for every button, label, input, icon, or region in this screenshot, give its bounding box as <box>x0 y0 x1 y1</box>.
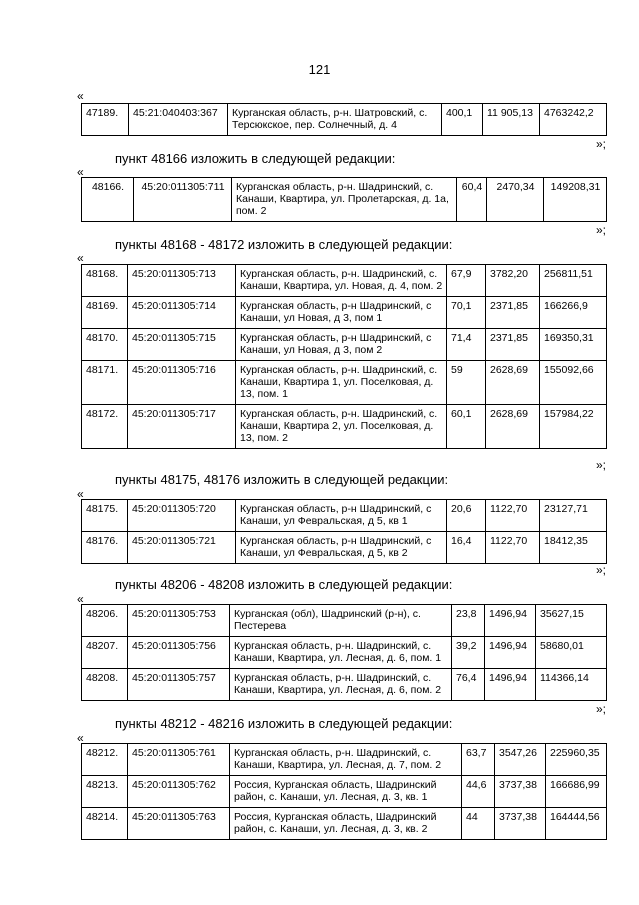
cell-number: 48207. <box>82 637 128 669</box>
cell-rate: 2371,85 <box>486 329 540 361</box>
quote-open: « <box>77 165 84 179</box>
cell-number: 48206. <box>82 605 128 637</box>
section-intro: пункт 48166 изложить в следующей редакции: <box>115 151 396 166</box>
table-row <box>82 361 607 405</box>
cell-number: 48213. <box>82 776 128 808</box>
quote-open: « <box>77 731 84 745</box>
table-row <box>82 178 607 222</box>
cell-address: Курганская (обл), Шадринский (р-н), с. Пестерева <box>230 605 452 637</box>
table-section-2 <box>81 177 607 222</box>
cell-cadastral: 45:20:011305:720 <box>128 500 236 532</box>
cell-value: 166266,9 <box>540 297 607 329</box>
table-row <box>82 532 607 564</box>
cell-number: 48166. <box>82 178 134 222</box>
cell-address: Курганская область, р-н. Шадринский, с. Канаши, Квартира 1, ул. Поселковая, д. 13, пом. 1 <box>236 361 447 405</box>
table-section-4 <box>81 499 607 564</box>
table-section-3 <box>81 264 607 449</box>
cell-rate: 11 905,13 <box>483 104 540 136</box>
table-row <box>82 265 607 297</box>
section-intro: пункты 48175, 48176 изложить в следующей редакции: <box>115 472 449 487</box>
table-row <box>82 297 607 329</box>
cell-value: 166686,99 <box>546 776 607 808</box>
cell-cadastral: 45:20:011305:715 <box>128 329 236 361</box>
cell-cadastral: 45:20:011305:713 <box>128 265 236 297</box>
cell-cadastral: 45:20:011305:711 <box>134 178 232 222</box>
page-number: 121 <box>308 62 331 77</box>
cell-rate: 1122,70 <box>486 500 540 532</box>
cell-value: 155092,66 <box>540 361 607 405</box>
cell-area: 400,1 <box>442 104 483 136</box>
cell-area: 16,4 <box>447 532 486 564</box>
cell-cadastral: 45:21:040403:367 <box>129 104 228 136</box>
table-row <box>82 405 607 449</box>
section-intro: пункты 48206 - 48208 изложить в следующей редакции: <box>115 577 453 592</box>
cell-value: 225960,35 <box>546 744 607 776</box>
cell-area: 67,9 <box>447 265 486 297</box>
quote-close: »; <box>595 223 606 237</box>
cell-address: Курганская область, р-н. Шадринский, с. Канаши, Квартира 2, ул. Поселковая, д. 13, пом. 2 <box>236 405 447 449</box>
cell-rate: 3737,38 <box>495 776 546 808</box>
cell-area: 76,4 <box>452 669 485 701</box>
cell-area: 60,4 <box>457 178 487 222</box>
cell-address: Курганская область, р-н. Шадринский, с. Канаши, Квартира, ул. Лесная, д. 6, пом. 2 <box>230 669 452 701</box>
cell-cadastral: 45:20:011305:757 <box>128 669 230 701</box>
cell-address: Курганская область, р-н. Шадринский, с. Канаши, Квартира, ул. Лесная, д. 6, пом. 1 <box>230 637 452 669</box>
cell-number: 48172. <box>82 405 128 449</box>
cell-value: 4763242,2 <box>540 104 607 136</box>
section-intro: пункты 48168 - 48172 изложить в следующей редакции: <box>115 237 453 252</box>
cell-area: 70,1 <box>447 297 486 329</box>
table-row <box>82 669 607 701</box>
cell-address: Курганская область, р-н Шадринский, с Канаши, ул Февральская, д 5, кв 1 <box>236 500 447 532</box>
table-row <box>82 329 607 361</box>
table-row <box>82 808 607 840</box>
cell-cadastral: 45:20:011305:717 <box>128 405 236 449</box>
quote-open: « <box>77 487 84 501</box>
cell-cadastral: 45:20:011305:721 <box>128 532 236 564</box>
cell-rate: 1496,94 <box>485 669 536 701</box>
section-intro: пункты 48212 - 48216 изложить в следующей редакции: <box>115 716 453 731</box>
cell-number: 48208. <box>82 669 128 701</box>
cell-address: Курганская область, р-н. Шадринский, с. Канаши, Квартира, ул. Пролетарская, д. 1а, пом. 2 <box>232 178 457 222</box>
quote-close: »; <box>595 702 606 716</box>
cell-value: 256811,51 <box>540 265 607 297</box>
table-row <box>82 776 607 808</box>
cell-cadastral: 45:20:011305:761 <box>128 744 230 776</box>
table-row <box>82 500 607 532</box>
cell-value: 58680,01 <box>536 637 607 669</box>
cell-value: 114366,14 <box>536 669 607 701</box>
cell-number: 48168. <box>82 265 128 297</box>
cell-area: 44,6 <box>462 776 495 808</box>
cell-area: 23,8 <box>452 605 485 637</box>
table-row <box>82 605 607 637</box>
cell-number: 48212. <box>82 744 128 776</box>
cell-number: 48171. <box>82 361 128 405</box>
cell-address: Россия, Курганская область, Шадринский район, с. Канаши, ул. Лесная, д. 3, кв. 2 <box>230 808 462 840</box>
cell-cadastral: 45:20:011305:714 <box>128 297 236 329</box>
cell-area: 63,7 <box>462 744 495 776</box>
cell-rate: 1122,70 <box>486 532 540 564</box>
table-section-6 <box>81 743 607 840</box>
cell-rate: 1496,94 <box>485 605 536 637</box>
quote-open: « <box>77 251 84 265</box>
cell-address: Курганская область, р-н. Шатровский, с. Терсюкское, пер. Солнечный, д. 4 <box>228 104 442 136</box>
cell-value: 164444,56 <box>546 808 607 840</box>
cell-address: Курганская область, р-н. Шадринский, с. Канаши, Квартира, ул. Новая, д. 4, пом. 2 <box>236 265 447 297</box>
table-row <box>82 744 607 776</box>
cell-number: 48170. <box>82 329 128 361</box>
cell-number: 48175. <box>82 500 128 532</box>
cell-cadastral: 45:20:011305:763 <box>128 808 230 840</box>
cell-rate: 2628,69 <box>486 405 540 449</box>
cell-rate: 2371,85 <box>486 297 540 329</box>
cell-rate: 3782,20 <box>486 265 540 297</box>
cell-rate: 1496,94 <box>485 637 536 669</box>
quote-open: « <box>77 89 84 103</box>
quote-close: »; <box>595 563 606 577</box>
cell-cadastral: 45:20:011305:753 <box>128 605 230 637</box>
cell-rate: 2628,69 <box>486 361 540 405</box>
cell-area: 59 <box>447 361 486 405</box>
cell-address: Курганская область, р-н Шадринский, с Канаши, ул Новая, д 3, пом 2 <box>236 329 447 361</box>
cell-number: 48176. <box>82 532 128 564</box>
cell-value: 35627,15 <box>536 605 607 637</box>
quote-close: »; <box>595 137 606 151</box>
cell-area: 60,1 <box>447 405 486 449</box>
cell-area: 20,6 <box>447 500 486 532</box>
cell-value: 23127,71 <box>540 500 607 532</box>
table-row <box>82 637 607 669</box>
cell-cadastral: 45:20:011305:756 <box>128 637 230 669</box>
cell-cadastral: 45:20:011305:762 <box>128 776 230 808</box>
cell-value: 149208,31 <box>544 178 607 222</box>
cell-address: Россия, Курганская область, Шадринский район, с. Канаши, ул. Лесная, д. 3, кв. 1 <box>230 776 462 808</box>
quote-open: « <box>77 592 84 606</box>
cell-area: 39,2 <box>452 637 485 669</box>
cell-number: 48169. <box>82 297 128 329</box>
cell-value: 157984,22 <box>540 405 607 449</box>
quote-close: »; <box>595 458 606 472</box>
cell-number: 48214. <box>82 808 128 840</box>
cell-address: Курганская область, р-н. Шадринский, с. Канаши, Квартира, ул. Лесная, д. 7, пом. 2 <box>230 744 462 776</box>
cell-number: 47189. <box>82 104 129 136</box>
cell-cadastral: 45:20:011305:716 <box>128 361 236 405</box>
cell-rate: 2470,34 <box>487 178 544 222</box>
table-section-5 <box>81 604 607 701</box>
cell-area: 71,4 <box>447 329 486 361</box>
cell-address: Курганская область, р-н Шадринский, с Канаши, ул Февральская, д 5, кв 2 <box>236 532 447 564</box>
cell-value: 18412,35 <box>540 532 607 564</box>
cell-address: Курганская область, р-н Шадринский, с Канаши, ул Новая, д 3, пом 1 <box>236 297 447 329</box>
table-section-1 <box>81 103 607 136</box>
cell-value: 169350,31 <box>540 329 607 361</box>
cell-rate: 3737,38 <box>495 808 546 840</box>
table-row <box>82 104 607 136</box>
cell-rate: 3547,26 <box>495 744 546 776</box>
cell-area: 44 <box>462 808 495 840</box>
